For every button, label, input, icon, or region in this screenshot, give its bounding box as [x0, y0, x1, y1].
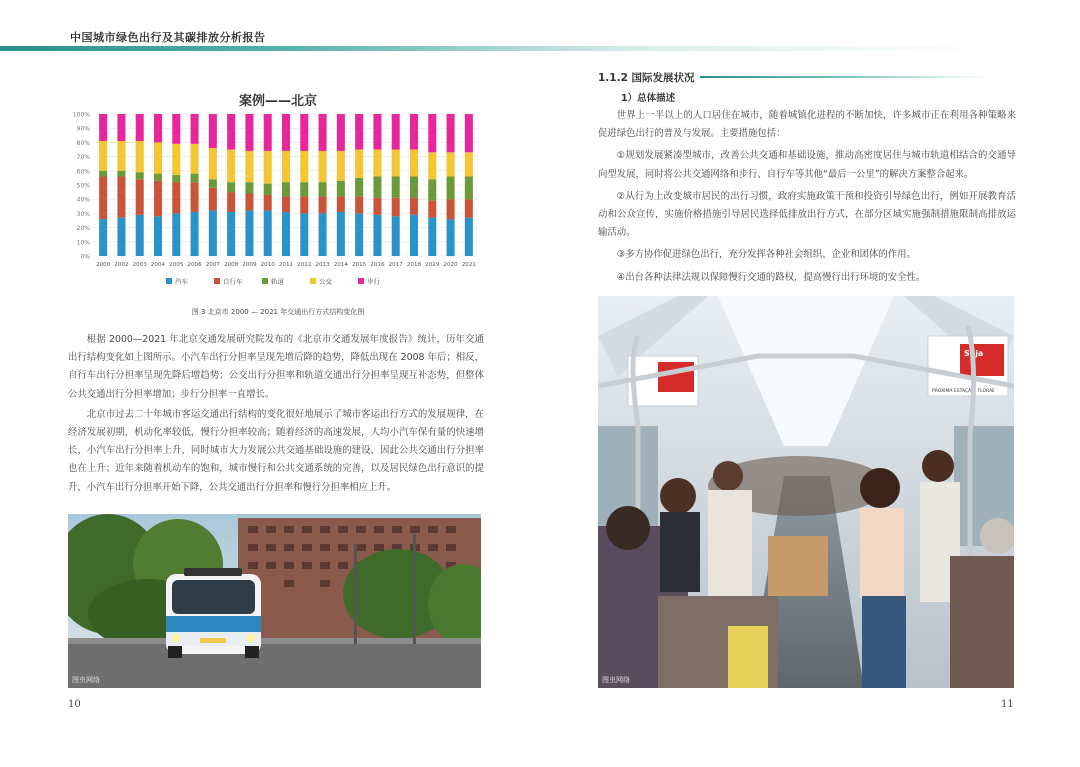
bar-segment-汽车 — [465, 218, 473, 256]
bar-segment-汽车 — [392, 216, 400, 256]
bar-segment-轨道 — [447, 176, 455, 199]
bar-segment-步行 — [264, 114, 272, 151]
bar-segment-步行 — [465, 114, 473, 152]
bar-segment-公交 — [300, 151, 308, 182]
bar-segment-轨道 — [373, 176, 381, 197]
bar-segment-轨道 — [154, 174, 162, 181]
bar-segment-公交 — [337, 151, 345, 181]
bar-segment-自行车 — [117, 176, 125, 217]
bar-segment-自行车 — [191, 182, 199, 212]
bar-segment-汽车 — [428, 218, 436, 256]
x-tick-label: 2010 — [260, 262, 275, 268]
bar-segment-步行 — [227, 114, 235, 150]
bar-segment-步行 — [209, 114, 217, 148]
bar-segment-自行车 — [428, 201, 436, 218]
page-number-right: 11 — [1001, 699, 1014, 710]
legend-swatch — [166, 278, 172, 284]
right-photo-credit: 图虫网络 — [602, 676, 630, 684]
bar-segment-汽车 — [191, 212, 199, 256]
bar-segment-自行车 — [373, 198, 381, 215]
bar-segment-自行车 — [282, 196, 290, 212]
bar-segment-轨道 — [172, 175, 180, 182]
y-tick-label: 90% — [76, 125, 90, 133]
page-number-left: 10 — [68, 699, 81, 710]
bar-segment-步行 — [245, 114, 253, 151]
bar-segment-公交 — [264, 151, 272, 184]
bar-segment-汽车 — [245, 211, 253, 256]
bar-segment-公交 — [392, 150, 400, 177]
legend-label: 汽车 — [175, 277, 188, 286]
left-body-text — [68, 331, 484, 497]
legend-label: 步行 — [367, 277, 380, 286]
x-tick-label: 2012 — [297, 262, 312, 268]
bar-segment-汽车 — [117, 218, 125, 256]
y-tick-label: 20% — [76, 225, 90, 233]
chart-canvas — [68, 104, 488, 324]
bar-segment-公交 — [282, 151, 290, 182]
bar-segment-轨道 — [209, 179, 217, 188]
bar-segment-公交 — [373, 150, 381, 177]
bar-segment-轨道 — [282, 182, 290, 196]
bar-segment-汽车 — [355, 213, 363, 256]
bar-segment-步行 — [319, 114, 327, 151]
x-tick-label: 2016 — [370, 262, 385, 268]
bar-segment-步行 — [392, 114, 400, 150]
bar-segment-汽车 — [154, 216, 162, 256]
y-tick-label: 100% — [72, 111, 90, 119]
bar-segment-轨道 — [99, 171, 107, 177]
x-tick-label: 2008 — [224, 262, 239, 268]
bar-segment-汽车 — [319, 213, 327, 256]
y-tick-label: 80% — [76, 139, 90, 147]
left-photo-credit: 图虫网络 — [72, 676, 100, 684]
bar-segment-步行 — [447, 114, 455, 152]
bar-segment-步行 — [337, 114, 345, 151]
bar-segment-汽车 — [172, 213, 180, 256]
bar-segment-公交 — [136, 141, 144, 172]
y-tick-label: 50% — [76, 182, 90, 190]
bar-segment-步行 — [136, 114, 144, 141]
bar-segment-步行 — [355, 114, 363, 150]
bar-segment-公交 — [154, 142, 162, 173]
x-tick-label: 2021 — [461, 262, 476, 268]
legend-swatch — [358, 278, 364, 284]
bar-segment-步行 — [410, 114, 418, 150]
y-tick-label: 0% — [80, 253, 90, 261]
bar-segment-自行车 — [337, 196, 345, 212]
x-tick-label: 2003 — [132, 262, 147, 268]
bar-segment-自行车 — [209, 188, 217, 211]
x-tick-label: 2002 — [114, 262, 129, 268]
bar-segment-公交 — [319, 151, 327, 182]
bar-segment-自行车 — [392, 198, 400, 216]
bar-segment-公交 — [355, 150, 363, 178]
legend-label: 轨道 — [271, 277, 284, 286]
bar-segment-自行车 — [136, 179, 144, 215]
bar-segment-公交 — [447, 152, 455, 176]
metro-interior-photo — [598, 296, 1014, 688]
header-accent-line — [0, 46, 980, 51]
metro-photo-illustration — [598, 296, 1014, 688]
bar-segment-自行车 — [264, 195, 272, 211]
mode-share-chart — [68, 84, 488, 324]
bar-segment-轨道 — [227, 182, 235, 192]
bar-segment-公交 — [245, 151, 253, 182]
bar-segment-公交 — [99, 141, 107, 171]
x-tick-label: 2007 — [205, 262, 220, 268]
legend-label: 公交 — [319, 277, 332, 286]
x-tick-label: 2005 — [169, 262, 184, 268]
bar-segment-汽车 — [99, 219, 107, 256]
bar-segment-轨道 — [465, 176, 473, 199]
x-tick-label: 2015 — [352, 262, 367, 268]
x-tick-label: 2020 — [443, 262, 458, 268]
x-tick-label: 2006 — [187, 262, 202, 268]
legend-swatch — [214, 278, 220, 284]
bar-segment-汽车 — [447, 219, 455, 256]
bar-segment-步行 — [172, 114, 180, 144]
x-tick-label: 2009 — [242, 262, 257, 268]
y-tick-label: 40% — [76, 196, 90, 204]
bar-segment-轨道 — [245, 182, 253, 193]
bar-segment-汽车 — [300, 213, 308, 256]
right-paragraph-3: ②从行为上改变城市居民的出行习惯，政府实施政策干预和投资引导绿色出行，例如开展教育活动和公众宣传，实施价格措施引导居民选择低排放出行方式，在部分区域实施强制措施限制高排放运输活动。 — [598, 190, 1016, 239]
bar-segment-轨道 — [117, 171, 125, 177]
y-tick-label: 30% — [76, 210, 90, 218]
right-paragraph-5: ④出台各种法律法规以保障慢行交通的路权，提高慢行出行环境的安全性。 — [616, 271, 926, 283]
bar-segment-汽车 — [337, 212, 345, 256]
bar-segment-公交 — [191, 144, 199, 174]
bar-segment-步行 — [428, 114, 436, 152]
subsection-title: 1）总体描述 — [621, 93, 676, 104]
right-paragraph-2: ①规划发展紧凑型城市，改善公共交通和基础设施，推动高密度居住与城市轨道相结合的交通导向型发展，同时将公共交通网络和步行、自行车等其他“最后一公里”的解决方案整合起来。 — [598, 150, 1016, 180]
bar-segment-轨道 — [319, 182, 327, 196]
bar-segment-汽车 — [373, 215, 381, 256]
chart-title: 案例——北京 — [238, 94, 317, 109]
bar-segment-轨道 — [428, 179, 436, 200]
bar-segment-公交 — [465, 152, 473, 176]
bar-segment-汽车 — [264, 211, 272, 256]
bar-segment-自行车 — [410, 198, 418, 215]
metro-sign-text: Seja — [964, 349, 984, 358]
figure-caption: 图 3 北京市 2000 — 2021 年交通出行方式结构变化图 — [191, 308, 365, 316]
bar-segment-步行 — [191, 114, 199, 144]
bar-segment-步行 — [282, 114, 290, 151]
bar-segment-自行车 — [99, 176, 107, 219]
bar-segment-自行车 — [465, 199, 473, 217]
bar-segment-公交 — [428, 152, 436, 179]
bar-segment-公交 — [172, 144, 180, 175]
bar-segment-汽车 — [282, 212, 290, 256]
left-paragraph-2: 北京市过去二十年城市客运交通出行结构的变化很好地展示了城市客运出行方式的发展规律，在经济发展初期，机动化率较低，慢行分担率较高；随着经济的高速发展，人均小汽车保有量的快速增长，小汽车出行分担率上升，同时城市大力发展公共交通基础设施的建设，因此公共交通出行分担率也在上升；近年来随着机动车的饱和，城市慢行和公共交通系统的完善，以及居民绿色出行意识的提升，小汽车出行分担率开始下降，公共交通出行分担率和慢行分担率相应上升。 — [68, 408, 484, 493]
bar-segment-自行车 — [227, 192, 235, 212]
bar-segment-公交 — [410, 150, 418, 177]
bar-segment-汽车 — [136, 215, 144, 256]
x-tick-label: 2011 — [278, 262, 294, 268]
bar-segment-轨道 — [136, 172, 144, 179]
bar-segment-公交 — [227, 150, 235, 183]
bar-segment-步行 — [373, 114, 381, 150]
right-paragraph-1: 世界上一半以上的人口居住在城市，随着城镇化进程的不断加快，许多城市正在利用各种策略来促进绿色出行的普及与发展。主要措施包括： — [598, 110, 1016, 140]
legend-swatch — [262, 278, 268, 284]
bar-segment-自行车 — [447, 199, 455, 219]
x-tick-label: 2019 — [425, 262, 440, 268]
bar-segment-轨道 — [392, 176, 400, 197]
left-paragraph-1: 根据 2000—2021 年北京交通发展研究院发布的《北京市交通发展年度报告》统计，历年交通出行结构变化如上图所示。小汽车出行分担率呈现先增后降的趋势，降低出现在 2008 年后；相反，自行车出行分担率呈现先降后增趋势；公交出行分担率和轨道交通出行分担率呈现互补态势，但整体公共交通出行分担率增加；步行分担率一直增长。 — [68, 334, 484, 400]
bar-segment-汽车 — [227, 212, 235, 256]
right-paragraph-4: ③多方协作促进绿色出行，充分发挥各种社会组织、企业和团体的作用。 — [616, 249, 916, 261]
bar-segment-步行 — [117, 114, 125, 141]
y-tick-label: 10% — [76, 239, 90, 247]
bar-segment-自行车 — [172, 182, 180, 213]
x-tick-label: 2018 — [406, 262, 422, 268]
section-title-rule — [700, 76, 990, 78]
metro-station-sign-text: PROXIMA ESTAÇÃO, FLORAE — [932, 389, 995, 394]
bar-segment-轨道 — [300, 182, 308, 196]
bar-segment-自行车 — [355, 196, 363, 213]
bar-segment-步行 — [300, 114, 308, 151]
x-tick-label: 2000 — [96, 262, 111, 268]
bar-segment-自行车 — [154, 181, 162, 217]
bar-segment-轨道 — [355, 178, 363, 196]
bar-segment-轨道 — [410, 176, 418, 197]
bus-street-photo — [68, 514, 481, 688]
bar-segment-轨道 — [191, 174, 199, 183]
y-tick-label: 70% — [76, 154, 90, 162]
y-tick-label: 60% — [76, 168, 90, 176]
section-title: 1.1.2 国际发展状况 — [598, 72, 695, 84]
report-title: 中国城市绿色出行及其碳排放分析报告 — [70, 31, 266, 44]
x-tick-label: 2017 — [388, 262, 403, 268]
bar-segment-步行 — [99, 114, 107, 141]
bar-segment-轨道 — [337, 181, 345, 197]
x-tick-label: 2004 — [150, 262, 166, 268]
bar-segment-步行 — [154, 114, 162, 142]
bar-segment-公交 — [117, 141, 125, 171]
bus-photo-illustration — [68, 514, 481, 688]
x-tick-label: 2013 — [315, 262, 330, 268]
legend-label: 自行车 — [223, 277, 243, 286]
bar-segment-自行车 — [300, 196, 308, 213]
running-header — [0, 0, 1080, 52]
legend-swatch — [310, 278, 316, 284]
bar-segment-汽车 — [410, 215, 418, 256]
bar-segment-自行车 — [319, 196, 327, 213]
bar-segment-汽车 — [209, 211, 217, 256]
bar-segment-公交 — [209, 148, 217, 179]
bar-segment-轨道 — [264, 184, 272, 195]
bar-segment-自行车 — [245, 194, 253, 211]
right-body-text — [598, 107, 1016, 287]
x-tick-label: 2014 — [333, 262, 348, 268]
